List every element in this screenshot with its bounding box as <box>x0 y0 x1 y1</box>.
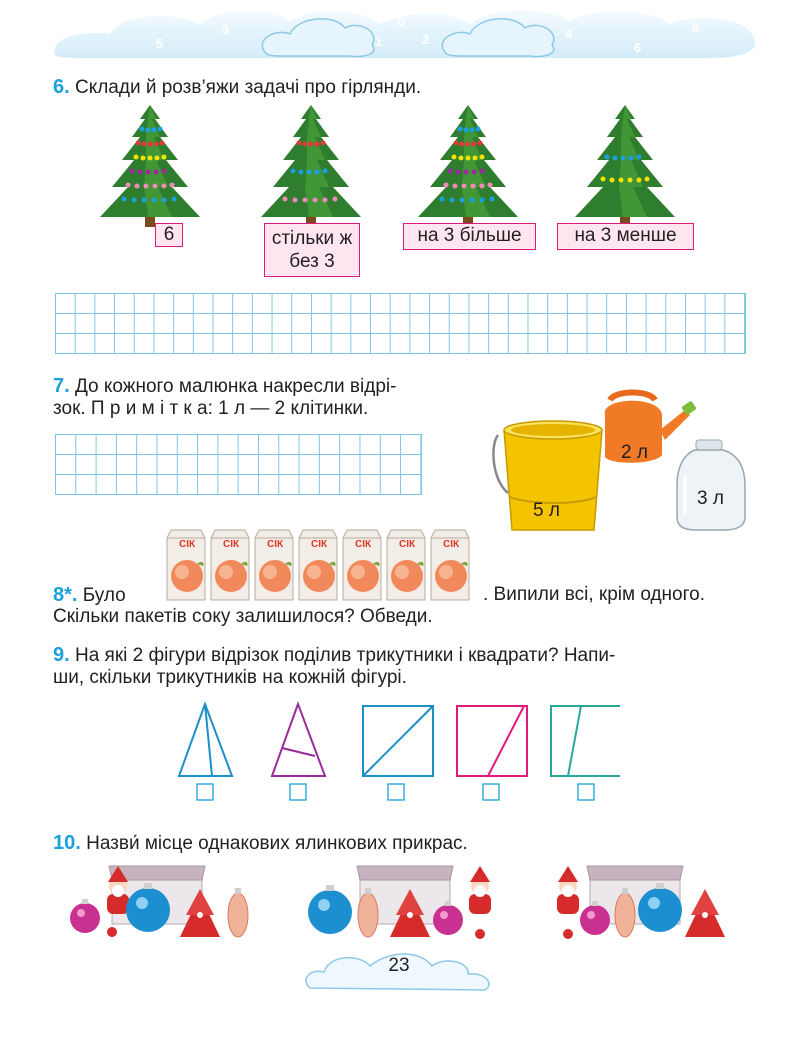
header-digit: 8 <box>692 20 700 35</box>
answer-box[interactable] <box>197 784 213 800</box>
task-number: 10. <box>53 832 81 854</box>
header-cloud-band <box>50 0 760 62</box>
task-8-line-1-end: . Випили всі, крім одного. <box>483 584 705 605</box>
juice-label: СІК <box>311 539 328 550</box>
tree-1 <box>100 105 200 227</box>
tree-label-1: 6 <box>155 223 183 247</box>
tree-4 <box>575 105 675 227</box>
tree-label-4: на 3 менше <box>557 223 694 250</box>
tree-label-2: стільки ж без 3 <box>264 223 360 277</box>
task-6-instruction <box>53 76 421 99</box>
header-digit: 3 <box>222 22 230 37</box>
triangle-figure-1 <box>179 704 232 776</box>
figures <box>170 700 620 810</box>
juice-label: СІК <box>179 539 196 550</box>
tree-label-3: на 3 більше <box>403 223 536 250</box>
task-9-instruction <box>53 644 753 689</box>
answer-grid-task-7[interactable] <box>55 434 422 495</box>
jar-label: 3 л <box>697 488 724 509</box>
header-digit: 2 <box>422 32 430 47</box>
juice-label: СІК <box>355 539 372 550</box>
task-8-line-1 <box>53 584 126 607</box>
juice-label: СІК <box>399 539 416 550</box>
juice-label: СІК <box>223 539 240 550</box>
juice-label: СІК <box>267 539 284 550</box>
task-number: 7. <box>53 375 70 397</box>
answer-box[interactable] <box>483 784 499 800</box>
tree-3 <box>418 105 518 227</box>
bucket-label: 5 л <box>533 500 560 521</box>
tree-2 <box>261 105 361 227</box>
task-8-line-2: Скільки пакетів соку залишилося? Обведи. <box>53 606 433 627</box>
answer-box[interactable] <box>578 784 594 800</box>
task-number: 9. <box>53 644 70 666</box>
task-text: зок. П р и м і т к а: 1 л — 2 клітинки. <box>53 398 369 419</box>
task-text: Було <box>82 585 126 606</box>
ornament-groups <box>60 850 760 950</box>
header-digit: 5 <box>156 36 164 51</box>
ornament-group-3 <box>557 866 725 939</box>
header-digit: 1 <box>375 34 383 49</box>
task-7-instruction <box>53 375 493 420</box>
answer-box[interactable] <box>388 784 404 800</box>
christmas-trees <box>100 100 700 230</box>
header-digit: 4 <box>565 26 573 41</box>
watering-can-label: 2 л <box>621 442 648 463</box>
task-number: 6. <box>53 76 70 98</box>
answer-grid-task-6[interactable] <box>55 293 746 354</box>
ornament-group-2 <box>308 866 491 939</box>
task-text: ши, скільки трикутників на кожній фігурі. <box>53 667 407 688</box>
answer-box[interactable] <box>290 784 306 800</box>
task-text: Назви́ місце однакових ялинкових прикрас. <box>86 833 468 854</box>
header-digit: 6 <box>634 40 642 55</box>
juice-label: СІК <box>443 539 460 550</box>
page-number: 23 <box>388 955 410 976</box>
task-text: Склади й розв’яжи задачі про гірлянди. <box>74 77 422 98</box>
task-number: 8*. <box>53 584 78 606</box>
square-figure-1 <box>363 706 433 776</box>
header-digit: 0 <box>398 14 406 29</box>
square-figure-3 <box>551 706 620 776</box>
task-text: На які 2 фігури відрізок поділив трикутники і квадрати? Напи- <box>74 645 616 666</box>
task-text: До кожного малюнка накресли відрі- <box>74 376 397 397</box>
ornament-group-1 <box>70 866 248 937</box>
header-digit: 7 <box>107 17 115 32</box>
triangle-figure-2 <box>272 704 325 776</box>
square-figure-2 <box>457 706 527 776</box>
jar-icon <box>677 440 745 530</box>
watering-can-icon <box>605 393 697 463</box>
